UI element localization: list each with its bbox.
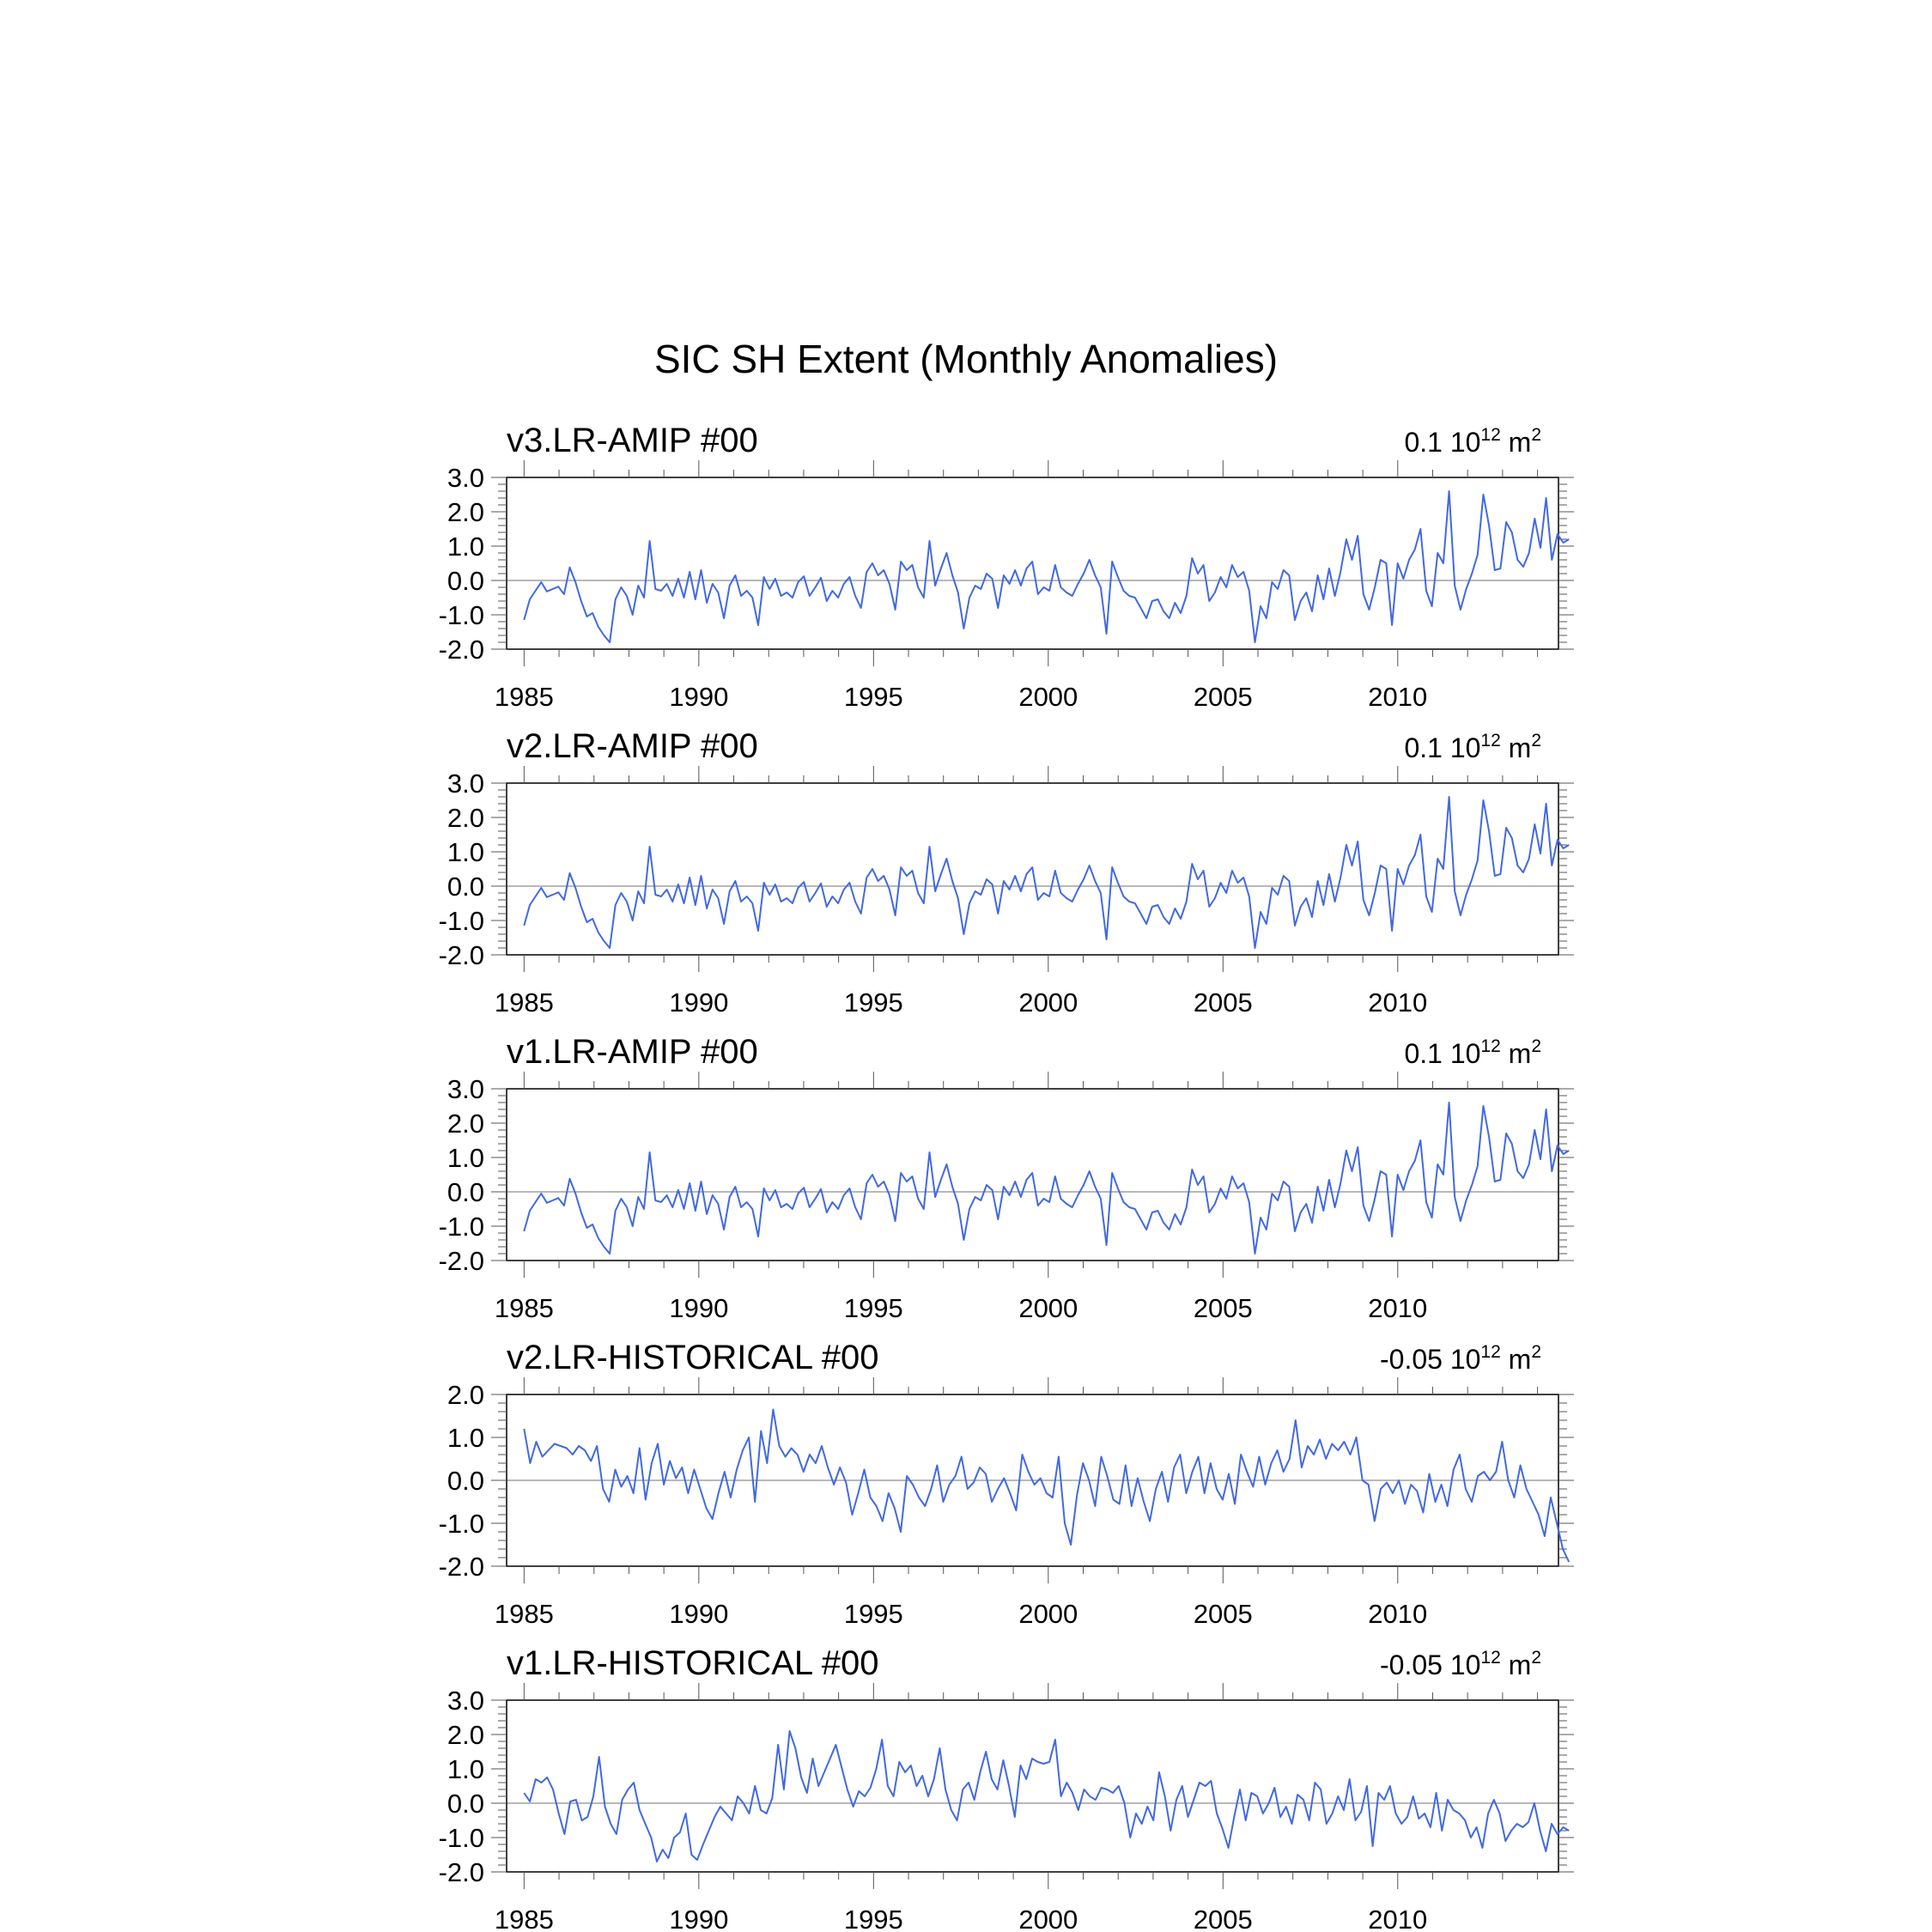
y-tick-label: 0.0 <box>447 1789 484 1819</box>
x-tick-label: 1985 <box>494 987 554 1018</box>
x-tick-label: 1985 <box>494 1599 554 1629</box>
y-tick-label: -1.0 <box>438 1509 484 1539</box>
y-tick-label: 2.0 <box>447 1380 484 1410</box>
y-tick-label: 3.0 <box>447 1074 484 1104</box>
y-tick-label: 0.0 <box>447 872 484 902</box>
x-tick-label: 2005 <box>1193 1293 1253 1323</box>
chart-panel <box>439 422 1574 712</box>
y-tick-label: -1.0 <box>438 1212 484 1242</box>
panel-title: v3.LR-AMIP #00 <box>507 422 758 459</box>
y-tick-label: 1.0 <box>447 837 484 867</box>
y-tick-label: 3.0 <box>447 769 484 799</box>
y-tick-label: -2.0 <box>438 1246 484 1276</box>
x-tick-label: 2010 <box>1368 987 1428 1018</box>
y-tick-label: -2.0 <box>438 940 484 970</box>
x-tick-label: 2000 <box>1018 1599 1078 1629</box>
y-tick-label: 3.0 <box>447 1686 484 1716</box>
x-tick-label: 2005 <box>1193 682 1253 712</box>
y-tick-label: -2.0 <box>438 1552 484 1582</box>
x-tick-label: 2000 <box>1018 987 1078 1018</box>
y-tick-label: 3.0 <box>447 463 484 493</box>
x-tick-label: 2005 <box>1193 1905 1253 1932</box>
x-tick-label: 2010 <box>1368 682 1428 712</box>
x-tick-label: 2000 <box>1018 1905 1078 1932</box>
x-tick-label: 2010 <box>1368 1599 1428 1629</box>
x-tick-label: 1995 <box>843 987 903 1018</box>
panel-mean-label: 0.1 $10^{12}$ $m^2$ <box>1404 1036 1541 1069</box>
x-tick-label: 2000 <box>1018 1293 1078 1323</box>
chart-panel <box>439 727 1574 1018</box>
panel-mean-label: 0.1 $10^{12}$ $m^2$ <box>1404 425 1541 458</box>
figure-title: SIC SH Extent (Monthly Anomalies) <box>653 337 1279 381</box>
y-tick-label: 2.0 <box>447 497 484 527</box>
x-tick-label: 1990 <box>669 1293 729 1323</box>
y-tick-label: 0.0 <box>447 566 484 596</box>
x-tick-label: 1995 <box>843 1293 903 1323</box>
x-tick-label: 2000 <box>1018 682 1078 712</box>
series-line <box>524 491 1569 642</box>
plot-frame <box>507 1700 1558 1872</box>
x-tick-label: 1990 <box>669 1599 729 1629</box>
y-tick-label: -1.0 <box>438 600 484 630</box>
x-tick-label: 2005 <box>1193 1599 1253 1629</box>
x-tick-label: 1990 <box>669 682 729 712</box>
x-tick-label: 1985 <box>494 682 554 712</box>
series-line <box>524 1731 1569 1862</box>
x-tick-label: 1985 <box>494 1293 554 1323</box>
x-tick-label: 1995 <box>843 682 903 712</box>
x-tick-label: 1995 <box>843 1599 903 1629</box>
y-tick-label: 1.0 <box>447 1423 484 1453</box>
series-line <box>524 797 1569 948</box>
y-tick-label: 1.0 <box>447 532 484 562</box>
x-tick-label: 1990 <box>669 987 729 1018</box>
x-tick-label: 2010 <box>1368 1293 1428 1323</box>
y-tick-label: 1.0 <box>447 1754 484 1784</box>
y-tick-label: 2.0 <box>447 803 484 833</box>
chart-panel <box>439 1339 1574 1629</box>
x-tick-label: 2005 <box>1193 987 1253 1018</box>
panel-mean-label: -0.05 $10^{12}$ $m^2$ <box>1379 1648 1541 1680</box>
panel-mean-label: 0.1 $10^{12}$ $m^2$ <box>1404 731 1541 763</box>
y-tick-label: 1.0 <box>447 1143 484 1173</box>
y-tick-label: -1.0 <box>438 906 484 936</box>
chart-panel <box>439 1033 1574 1323</box>
x-tick-label: 1985 <box>494 1905 554 1932</box>
series-line <box>524 1103 1569 1254</box>
panel-title: v2.LR-HISTORICAL #00 <box>507 1339 879 1376</box>
panel-title: v2.LR-AMIP #00 <box>507 727 758 765</box>
x-tick-label: 1995 <box>843 1905 903 1932</box>
y-tick-label: -2.0 <box>438 1857 484 1887</box>
panel-title: v1.LR-AMIP #00 <box>507 1033 758 1071</box>
panel-title: v1.LR-HISTORICAL #00 <box>507 1644 879 1682</box>
series-line <box>524 1410 1569 1563</box>
y-tick-label: -2.0 <box>438 635 484 665</box>
x-tick-label: 1990 <box>669 1905 729 1932</box>
y-tick-label: -1.0 <box>438 1823 484 1853</box>
y-tick-label: 0.0 <box>447 1177 484 1207</box>
y-tick-label: 2.0 <box>447 1720 484 1750</box>
x-tick-label: 2010 <box>1368 1905 1428 1932</box>
panel-mean-label: -0.05 $10^{12}$ $m^2$ <box>1379 1342 1541 1375</box>
y-tick-label: 0.0 <box>447 1466 484 1496</box>
y-tick-label: 2.0 <box>447 1109 484 1139</box>
chart-panel <box>439 1644 1574 1932</box>
panels <box>439 422 1574 1932</box>
